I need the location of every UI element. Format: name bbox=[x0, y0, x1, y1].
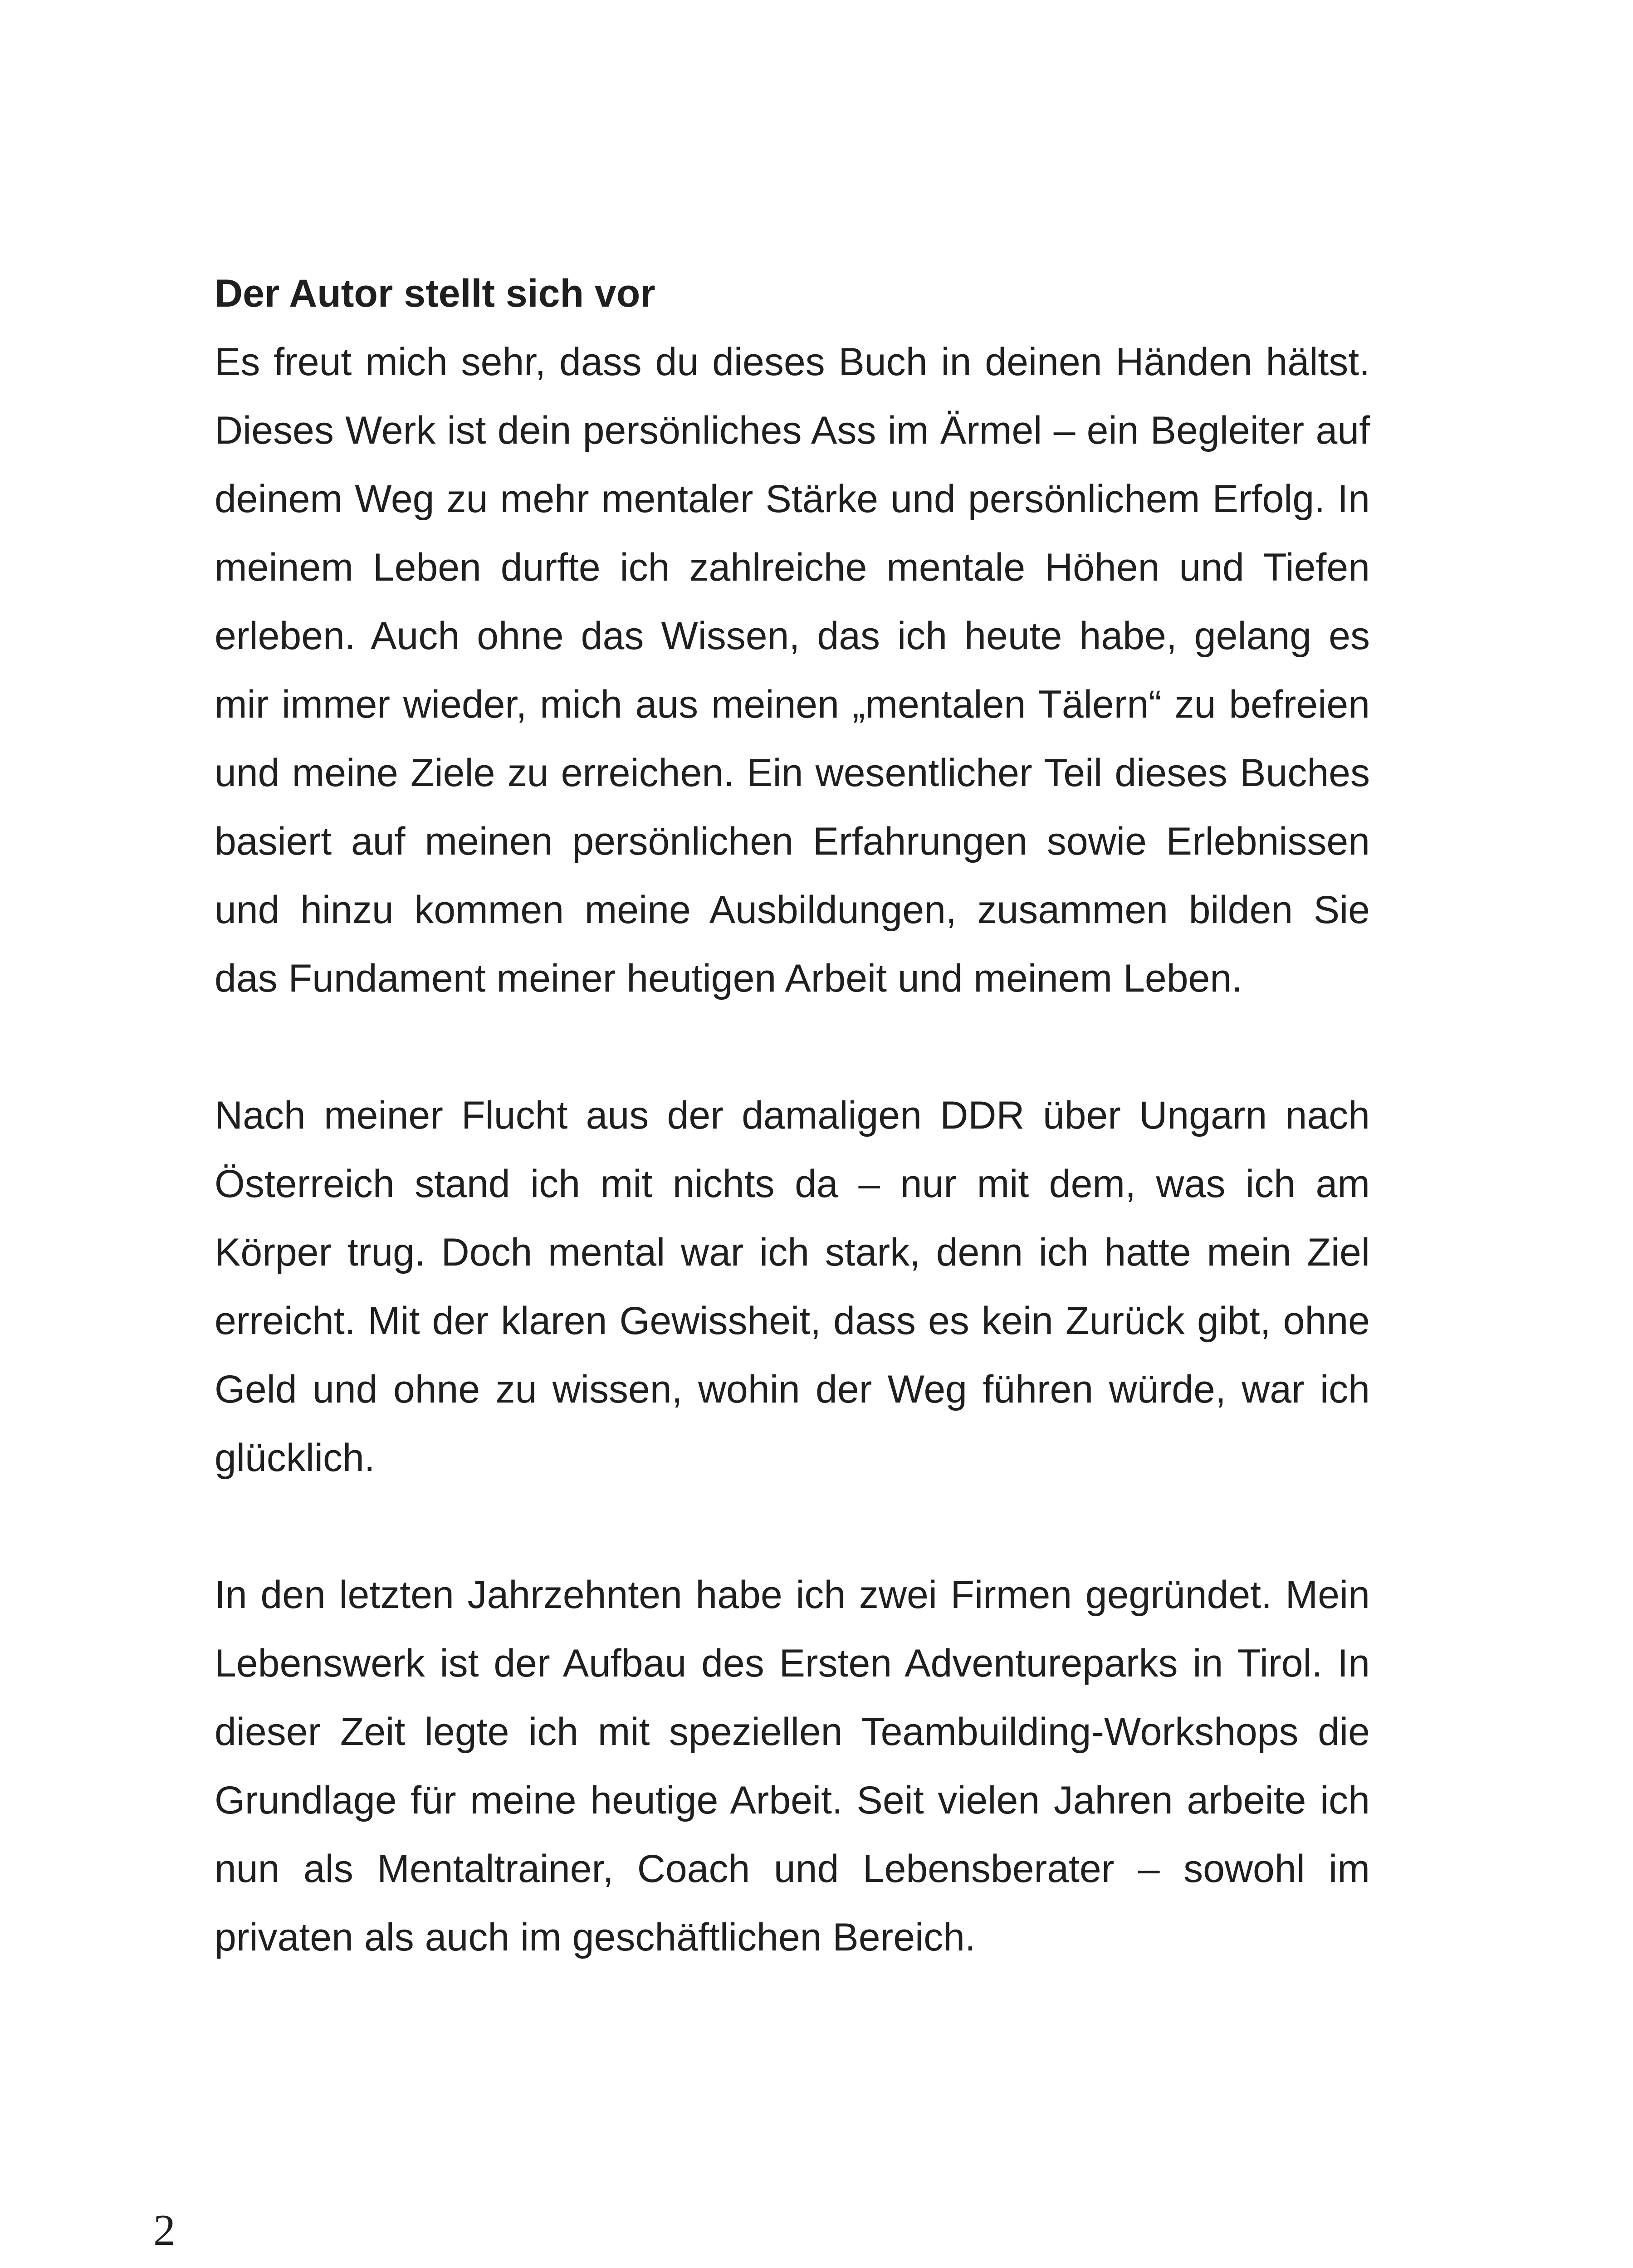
page-number: 2 bbox=[153, 2206, 176, 2255]
paragraph-escape: Nach meiner Flucht aus der damaligen DDR über Ungarn nach Österreich stand ich mit nichts da – nur mit dem, was ich am Körper trug. Doch mental war ich stark, denn ich hatte mein Ziel erreicht. Mit der klaren Gewissheit, dass es kein Zurück gibt, ohne Geld und ohne zu wissen, wohin der Weg führen würde, war ich glücklich. bbox=[215, 1094, 1370, 1480]
body-text bbox=[215, 259, 1370, 1972]
paragraph-career: In den letzten Jahrzehnten habe ich zwei Firmen gegründet. Mein Lebenswerk ist der Aufbau des Ersten Adventureparks in Tirol. In dieser Zeit legte ich mit speziellen Teambuilding-Workshops die Grundlage für meine heutige Arbeit. Seit vielen Jahren arbeite ich nun als Mentaltrainer, Coach und Lebensberater – sowohl im privaten als auch im geschäftlichen Bereich. bbox=[215, 1573, 1370, 1959]
section-heading: Der Autor stellt sich vor bbox=[215, 272, 655, 315]
paragraph-intro: Es freut mich sehr, dass du dieses Buch in deinen Händen hältst. Dieses Werk ist dein persönliches Ass im Ärmel – ein Begleiter auf deinem Weg zu mehr mentaler Stärke und persönlichem Erfolg. In meinem Leben durfte ich zahlreiche mentale Höhen und Tiefen erleben. Auch ohne das Wissen, das ich heute habe, gelang es mir immer wieder, mich aus meinen „mentalen Tälern“ zu befreien und meine Ziele zu erreichen. Ein wesentlicher Teil dieses Buches basiert auf meinen persönlichen Erfahrungen sowie Erlebnissen und hinzu kommen meine Ausbildungen, zusammen bilden Sie das Fundament meiner heutigen Arbeit und meinem Leben. bbox=[215, 340, 1370, 1000]
